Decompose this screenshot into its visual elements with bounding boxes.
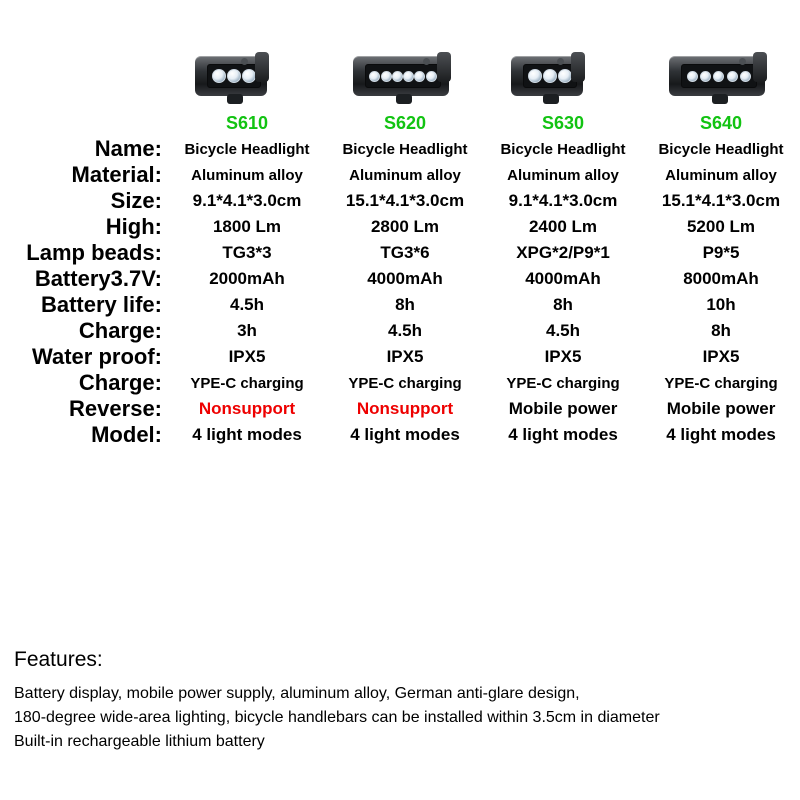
spec-value-reverse-1: Nonsupport [356,399,454,418]
power-button-icon-2 [557,58,564,65]
headlight-icon-0 [187,38,307,108]
spec-row-name [0,136,800,162]
spec-value-water-proof-2: IPX5 [544,347,582,366]
spec-label-battery: Battery3.7V: [34,266,162,291]
spec-row-charge-type [0,370,800,396]
spec-value-battery-2: 4000mAh [525,269,601,288]
spec-value-battery-1: 4000mAh [367,269,443,288]
spec-value-battery-life-2: 8h [553,295,573,314]
spec-value-name-3: Bicycle Headlight [658,140,784,158]
spec-value-lamp-beads-3: P9*5 [702,243,740,262]
spec-label-size: Size: [110,188,162,213]
spec-value-water-proof-1: IPX5 [386,347,424,366]
led-icon [727,71,738,82]
spec-label-material: Material: [71,162,162,187]
spec-label-lamp-beads: Lamp beads: [26,240,162,265]
model-name-0: S610 [225,112,269,133]
spec-value-battery-life-0: 4.5h [229,295,265,314]
spec-value-high-1: 2800 Lm [370,217,440,236]
spec-value-mode-1: 4 light modes [350,425,460,444]
handlebar-mount-3 [712,94,728,104]
product-image-cell-2 [484,18,642,110]
led-icon [543,69,557,83]
led-icon [713,71,724,82]
spec-row-mode [0,422,800,448]
spec-value-size-1: 15.1*4.1*3.0cm [345,191,465,210]
led-icon [242,69,256,83]
led-icon [381,71,392,82]
handlebar-mount-2 [543,94,559,104]
spec-value-charge-type-0: YPE-C charging [190,374,304,392]
led-icon [740,71,751,82]
spec-label-battery-life: Battery life: [40,292,162,317]
headlight-icon-1 [345,38,465,108]
spec-value-size-0: 9.1*4.1*3.0cm [192,191,302,210]
spec-row-lamp-beads [0,240,800,266]
spec-label-high: High: [105,214,162,239]
spec-table [0,136,800,448]
headlight-body-3 [669,56,765,96]
spec-value-water-proof-3: IPX5 [702,347,740,366]
spec-value-charge-time-0: 3h [237,321,257,340]
power-button-icon-0 [241,58,248,65]
spec-value-high-2: 2400 Lm [528,217,598,236]
features-line-0: Battery display, mobile power supply, aluminum alloy, German anti-glare design, [14,685,580,702]
spec-value-high-0: 1800 Lm [212,217,282,236]
power-button-icon-3 [739,58,746,65]
spec-value-lamp-beads-2: XPG*2/P9*1 [516,243,610,262]
spec-value-material-3: Aluminum alloy [665,166,777,184]
spec-label-charge-type: Charge: [78,370,162,395]
spec-value-high-3: 5200 Lm [686,217,756,236]
spec-row-charge-time [0,318,800,344]
headlight-lens-array-2 [523,64,577,88]
headlight-lens-array-0 [207,64,261,88]
headlight-lens-array-3 [681,64,757,88]
product-image-cell-3 [642,18,800,110]
features-section [14,648,794,754]
model-name-2: S630 [541,112,585,133]
spec-label-mode: Model: [91,422,162,447]
spec-value-lamp-beads-1: TG3*6 [380,243,430,262]
spec-value-name-0: Bicycle Headlight [184,140,310,158]
spec-value-charge-time-1: 4.5h [387,321,423,340]
headlight-icon-3 [661,38,781,108]
spec-value-mode-0: 4 light modes [192,425,302,444]
image-row-label-spacer [0,18,168,110]
headlight-end-cap-1 [437,52,451,82]
spec-label-reverse: Reverse: [69,396,162,421]
led-icon [700,71,711,82]
features-line-1: 180-degree wide-area lighting, bicycle handlebars can be installed within 3.5cm in diameter [14,709,660,726]
spec-value-charge-type-2: YPE-C charging [506,374,620,392]
spec-label-name: Name: [94,136,162,161]
led-icon [687,71,698,82]
headlight-end-cap-2 [571,52,585,82]
spec-value-name-1: Bicycle Headlight [342,140,468,158]
led-icon [212,69,226,83]
spec-value-charge-type-1: YPE-C charging [348,374,462,392]
spec-value-name-2: Bicycle Headlight [500,140,626,158]
product-image-row [0,0,800,110]
features-title: Features: [14,648,103,671]
spec-value-battery-life-3: 10h [706,295,736,314]
led-icon [528,69,542,83]
spec-value-reverse-0: Nonsupport [198,399,296,418]
led-icon [403,71,414,82]
product-image-cell-0 [168,18,326,110]
spec-row-water-proof [0,344,800,370]
model-name-1: S620 [383,112,427,133]
led-icon [414,71,425,82]
model-name-3: S640 [699,112,743,133]
spec-label-water-proof: Water proof: [32,344,162,369]
power-button-icon-1 [423,58,430,65]
led-icon [392,71,403,82]
product-image-cell-1 [326,18,484,110]
led-icon [369,71,380,82]
spec-value-battery-life-1: 8h [395,295,415,314]
spec-row-battery [0,266,800,292]
spec-value-mode-2: 4 light modes [508,425,618,444]
spec-value-battery-0: 2000mAh [209,269,285,288]
spec-value-material-1: Aluminum alloy [349,166,461,184]
spec-value-charge-type-3: YPE-C charging [664,374,778,392]
spec-row-material [0,162,800,188]
led-icon [426,71,437,82]
led-icon [227,69,241,83]
headlight-end-cap-0 [255,52,269,82]
spec-value-reverse-2: Mobile power [508,399,618,418]
spec-value-material-2: Aluminum alloy [507,166,619,184]
spec-row-high [0,214,800,240]
spec-value-reverse-3: Mobile power [666,399,776,418]
spec-value-charge-time-3: 8h [711,321,731,340]
headlight-body-1 [353,56,449,96]
spec-value-material-0: Aluminum alloy [191,166,303,184]
handlebar-mount-1 [396,94,412,104]
model-name-row [0,110,800,136]
spec-row-reverse [0,396,800,422]
spec-value-water-proof-0: IPX5 [228,347,266,366]
spec-value-charge-time-2: 4.5h [545,321,581,340]
headlight-icon-2 [503,38,623,108]
headlight-lens-array-1 [365,64,441,88]
spec-label-charge-time: Charge: [78,318,162,343]
spec-value-size-2: 9.1*4.1*3.0cm [508,191,618,210]
handlebar-mount-0 [227,94,243,104]
headlight-end-cap-3 [753,52,767,82]
led-icon [558,69,572,83]
spec-value-size-3: 15.1*4.1*3.0cm [661,191,781,210]
spec-value-battery-3: 8000mAh [683,269,759,288]
spec-value-lamp-beads-0: TG3*3 [222,243,272,262]
spec-row-size [0,188,800,214]
spec-row-battery-life [0,292,800,318]
features-line-2: Built-in rechargeable lithium battery [14,733,265,750]
spec-value-mode-3: 4 light modes [666,425,776,444]
